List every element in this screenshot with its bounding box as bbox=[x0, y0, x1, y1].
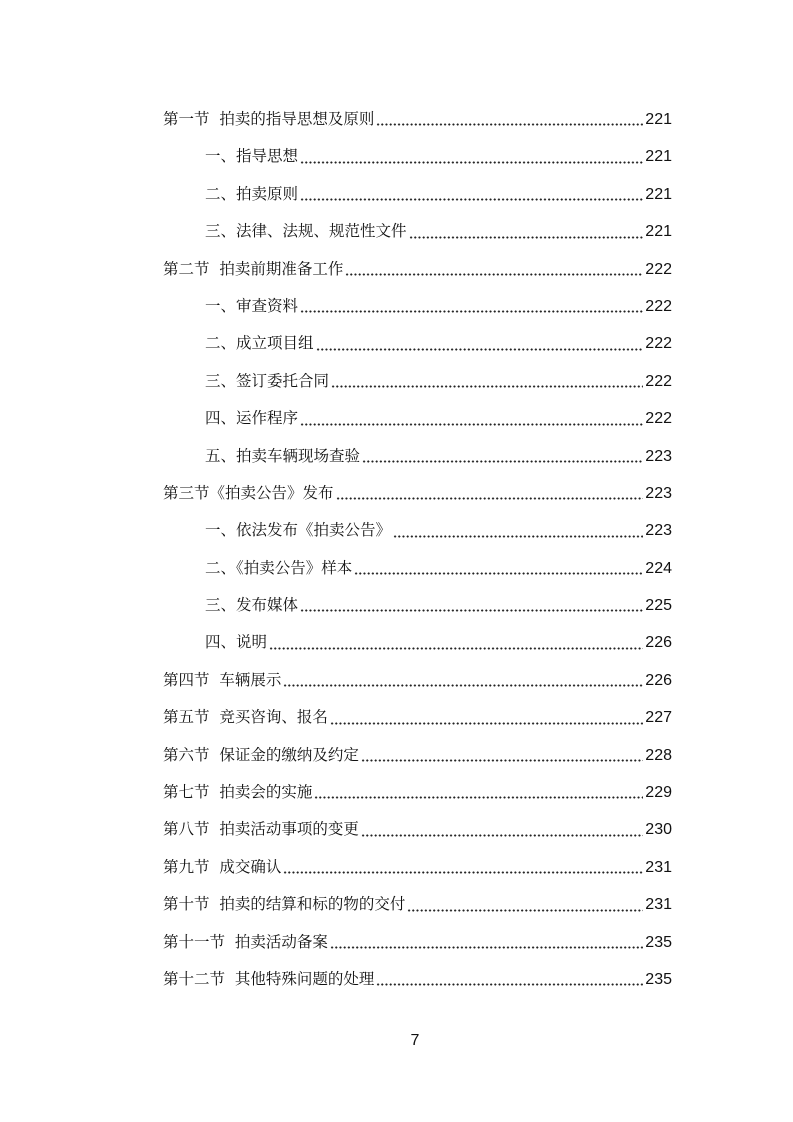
dot-leader bbox=[300, 602, 643, 612]
toc-entry-title: 第八节 拍卖活动事项的变更 bbox=[163, 820, 359, 839]
toc-entry[interactable] bbox=[163, 550, 672, 587]
dot-leader bbox=[269, 640, 643, 650]
dot-leader bbox=[300, 191, 643, 201]
dot-leader bbox=[361, 827, 643, 837]
toc-entry-page: 230 bbox=[645, 821, 672, 839]
toc-entry-title: 二、拍卖原则 bbox=[205, 184, 299, 203]
toc-entry[interactable] bbox=[163, 176, 672, 213]
dot-leader bbox=[362, 453, 643, 463]
toc-entry[interactable] bbox=[163, 587, 672, 624]
toc-entry[interactable] bbox=[163, 699, 672, 736]
toc-entry-title: 第十一节 拍卖活动备案 bbox=[163, 932, 328, 951]
toc-entry-title: 第四节 车辆展示 bbox=[163, 670, 282, 689]
toc-entry-page: 228 bbox=[645, 746, 672, 764]
toc-entry[interactable] bbox=[163, 213, 672, 250]
toc-entry-page: 223 bbox=[645, 447, 672, 465]
toc-entry-page: 223 bbox=[645, 522, 672, 540]
toc-entry-page: 227 bbox=[645, 709, 672, 727]
toc-entry-title: 第六节 保证金的缴纳及约定 bbox=[163, 745, 359, 764]
dot-leader bbox=[330, 715, 643, 725]
dot-leader bbox=[314, 789, 643, 799]
toc-entry-page: 222 bbox=[645, 260, 672, 278]
dot-leader bbox=[409, 229, 644, 239]
toc-entry-page: 223 bbox=[645, 484, 672, 502]
toc-entry[interactable] bbox=[163, 774, 672, 811]
toc-entry-page: 231 bbox=[645, 896, 672, 914]
toc-entry-title: 一、依法发布《拍卖公告》 bbox=[205, 521, 392, 540]
toc-entry[interactable] bbox=[163, 924, 672, 961]
toc-entry-page: 221 bbox=[645, 148, 672, 166]
toc-entry-page: 222 bbox=[645, 372, 672, 390]
toc-entry[interactable] bbox=[163, 886, 672, 923]
table-of-contents bbox=[163, 101, 672, 998]
dot-leader bbox=[300, 416, 643, 426]
dot-leader bbox=[300, 303, 643, 313]
dot-leader bbox=[283, 864, 643, 874]
dot-leader bbox=[376, 116, 643, 126]
dot-leader bbox=[345, 266, 643, 276]
toc-entry[interactable] bbox=[163, 138, 672, 175]
toc-entry-page: 225 bbox=[645, 597, 672, 615]
toc-entry-page: 222 bbox=[645, 410, 672, 428]
dot-leader bbox=[331, 378, 643, 388]
toc-entry[interactable] bbox=[163, 363, 672, 400]
toc-entry[interactable] bbox=[163, 849, 672, 886]
toc-entry[interactable] bbox=[163, 662, 672, 699]
toc-entry-title: 一、审查资料 bbox=[205, 296, 299, 315]
toc-entry[interactable] bbox=[163, 400, 672, 437]
dot-leader bbox=[361, 752, 643, 762]
toc-entry-title: 第十二节 其他特殊问题的处理 bbox=[163, 969, 375, 988]
toc-entry[interactable] bbox=[163, 438, 672, 475]
toc-entry-title: 第十节 拍卖的结算和标的物的交付 bbox=[163, 895, 406, 914]
toc-entry-title: 三、签订委托合同 bbox=[205, 371, 330, 390]
page-number: 7 bbox=[410, 1032, 420, 1049]
toc-entry-title: 第七节 拍卖会的实施 bbox=[163, 783, 313, 802]
toc-entry[interactable] bbox=[163, 624, 672, 661]
dot-leader bbox=[393, 528, 643, 538]
dot-leader bbox=[283, 677, 643, 687]
toc-entry-title: 第三节《拍卖公告》发布 bbox=[163, 483, 334, 502]
toc-entry[interactable] bbox=[163, 475, 672, 512]
dot-leader bbox=[354, 565, 643, 575]
dot-leader bbox=[316, 341, 644, 351]
toc-entry-page: 235 bbox=[645, 933, 672, 951]
toc-entry-title: 第二节 拍卖前期准备工作 bbox=[163, 259, 344, 278]
toc-entry-title: 三、法律、法规、规范性文件 bbox=[205, 222, 407, 241]
toc-entry[interactable] bbox=[163, 101, 672, 138]
dot-leader bbox=[330, 939, 643, 949]
toc-entry-title: 第一节 拍卖的指导思想及原则 bbox=[163, 109, 375, 128]
toc-entry-title: 一、指导思想 bbox=[205, 147, 299, 166]
toc-entry[interactable] bbox=[163, 737, 672, 774]
toc-entry[interactable] bbox=[163, 961, 672, 998]
toc-entry-title: 第九节 成交确认 bbox=[163, 857, 282, 876]
toc-entry-page: 226 bbox=[645, 634, 672, 652]
toc-entry-title: 第五节 竞买咨询、报名 bbox=[163, 708, 328, 727]
dot-leader bbox=[300, 154, 643, 164]
toc-entry-page: 235 bbox=[645, 970, 672, 988]
toc-entry[interactable] bbox=[163, 251, 672, 288]
dot-leader bbox=[376, 976, 643, 986]
toc-entry-page: 231 bbox=[645, 858, 672, 876]
toc-entry-title: 四、运作程序 bbox=[205, 409, 299, 428]
toc-entry-title: 四、说明 bbox=[205, 633, 268, 652]
toc-entry[interactable] bbox=[163, 288, 672, 325]
toc-entry-title: 二、成立项目组 bbox=[205, 334, 314, 353]
toc-entry-page: 222 bbox=[645, 297, 672, 315]
toc-entry-title: 三、发布媒体 bbox=[205, 596, 299, 615]
toc-entry-page: 221 bbox=[645, 185, 672, 203]
toc-entry[interactable] bbox=[163, 512, 672, 549]
toc-entry[interactable] bbox=[163, 325, 672, 362]
toc-entry-page: 221 bbox=[645, 223, 672, 241]
toc-entry-page: 224 bbox=[645, 559, 672, 577]
toc-entry-page: 221 bbox=[645, 110, 672, 128]
toc-entry-page: 222 bbox=[645, 335, 672, 353]
toc-entry-title: 二、《拍卖公告》样本 bbox=[205, 558, 353, 577]
dot-leader bbox=[336, 490, 644, 500]
dot-leader bbox=[407, 902, 643, 912]
toc-entry-page: 226 bbox=[645, 671, 672, 689]
toc-entry-title: 五、拍卖车辆现场查验 bbox=[205, 446, 361, 465]
toc-entry-page: 229 bbox=[645, 784, 672, 802]
toc-entry[interactable] bbox=[163, 811, 672, 848]
